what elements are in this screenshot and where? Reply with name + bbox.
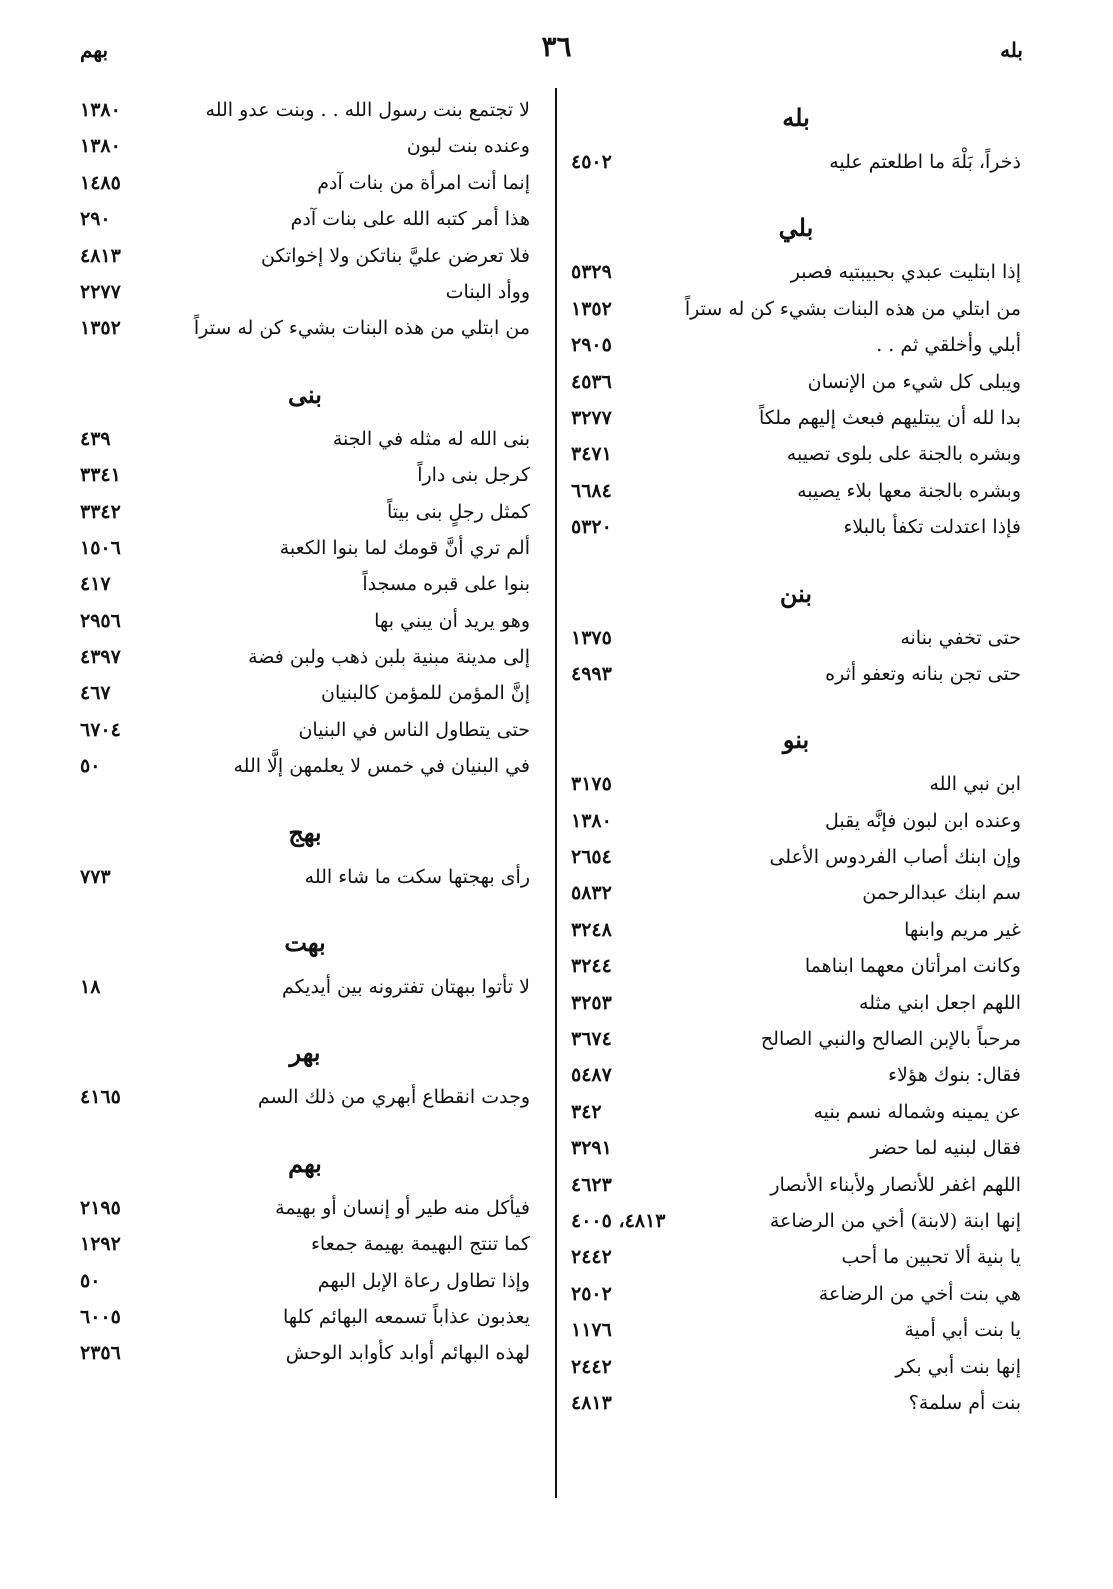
index-entry — [571, 1385, 1021, 1421]
entry-reference-number: ٣٤٢ — [571, 1100, 602, 1123]
index-entry — [80, 639, 530, 675]
index-entry — [571, 1130, 1021, 1166]
index-entry — [80, 859, 530, 895]
root-heading: بهج — [288, 817, 322, 847]
section-gap — [571, 692, 1021, 714]
entry-text: فإذا اعتدلت تكفأ بالبلاء — [843, 516, 1021, 539]
entry-reference-number: ٢٩٥٦ — [80, 609, 121, 632]
section-gap — [571, 180, 1021, 202]
entry-reference-number: ٣٢٩١ — [571, 1137, 612, 1160]
entry-text: من ابتلي من هذه البنات بشيء كن له ستراً — [684, 297, 1021, 320]
entry-reference-number: ٤٥٣٦ — [571, 370, 612, 393]
entry-reference-number: ١٤٨٥ — [80, 171, 121, 194]
entry-text: اللهم اجعل ابني مثله — [859, 991, 1021, 1014]
entry-text: وبشره بالجنة على بلوى تصيبه — [786, 443, 1021, 466]
entry-reference-number: ٦٠٠٥ — [80, 1305, 121, 1328]
index-entry — [571, 436, 1021, 472]
entry-reference-number: ٣٢٤٨ — [571, 918, 612, 941]
entry-reference-number: ٤٨١٣ — [80, 244, 121, 267]
index-entry — [80, 1263, 530, 1299]
entry-reference-number: ٢٩٠ — [80, 208, 111, 231]
index-entry — [571, 400, 1021, 436]
entry-text: وإن ابنك أصاب الفردوس الأعلى — [769, 846, 1021, 869]
entry-reference-number: ٣٣٤٢ — [80, 500, 121, 523]
index-entry — [571, 766, 1021, 802]
entry-reference-number: ٣٢٥٣ — [571, 991, 612, 1014]
entry-text: وهو يريد أن يبني بها — [374, 609, 530, 632]
entry-text: عن يمينه وشماله نسم بنيه — [813, 1100, 1021, 1123]
entry-reference-number: ٦٦٨٤ — [571, 479, 612, 502]
entry-reference-number: ١٣٥٢ — [571, 297, 612, 320]
entry-reference-number: ٢٤٤٢ — [571, 1246, 612, 1269]
header-left-word: بهم — [80, 38, 109, 62]
index-entry — [571, 327, 1021, 363]
index-entry — [571, 144, 1021, 180]
entry-reference-number: ٣٦٧٤ — [571, 1028, 612, 1051]
entry-text: وجدت انقطاع أبهري من ذلك السم — [257, 1086, 530, 1109]
entry-text: ألم تري أنَّ قومك لما بنوا الكعبة — [279, 536, 530, 559]
index-entry — [571, 656, 1021, 692]
index-entry — [80, 274, 530, 310]
index-entry — [80, 1226, 530, 1262]
entry-text: يعذبون عذاباً تسمعه البهائم كلها — [282, 1305, 530, 1328]
entry-reference-number: ٣٤٧١ — [571, 443, 612, 466]
entry-text: مرحباً بالإبن الصالح والنبي الصالح — [760, 1028, 1021, 1051]
index-entry — [80, 201, 530, 237]
index-entry — [571, 1167, 1021, 1203]
index-entry — [80, 92, 530, 128]
entry-reference-number: ١٣٨٠ — [80, 99, 121, 121]
entry-reference-number: ٢١٩٥ — [80, 1196, 121, 1219]
entry-reference-number: ٢٢٧٧ — [80, 280, 121, 303]
entry-reference-number: ٤٩٩٣ — [571, 662, 612, 685]
index-entry — [80, 530, 530, 566]
entry-text: وعنده بنت لبون — [406, 135, 530, 158]
entry-text: فلا تعرضن عليَّ بناتكن ولا إخواتكن — [260, 244, 530, 267]
index-entry — [80, 421, 530, 457]
index-entry — [571, 839, 1021, 875]
column-divider — [555, 88, 557, 1498]
entry-reference-number: ١٨ — [80, 976, 101, 999]
entry-text: كما تنتج البهيمة بهيمة جمعاء — [310, 1233, 530, 1256]
entry-text: هذا أمر كتبه الله على بنات آدم — [290, 208, 530, 231]
entry-reference-number: ٤١٧ — [80, 573, 111, 596]
index-entry — [571, 473, 1021, 509]
index-entry — [571, 948, 1021, 984]
entry-reference-number: ٣٢٤٤ — [571, 955, 612, 978]
entry-reference-number: ١٣٨٠ — [80, 135, 121, 158]
index-entry — [80, 969, 530, 1005]
entry-reference-number: ٤٥٠٢ — [571, 151, 612, 173]
index-entry — [80, 675, 530, 711]
entry-reference-number: ٤٨١٣، ٤٠٠٥ — [571, 1209, 666, 1232]
header-right-word: بله — [1000, 38, 1023, 62]
index-entry — [80, 457, 530, 493]
index-entry — [571, 1057, 1021, 1093]
entry-reference-number: ١٥٠٦ — [80, 536, 121, 559]
entry-reference-number: ٥٤٨٧ — [571, 1064, 612, 1087]
entry-reference-number: ٢٤٤٢ — [571, 1355, 612, 1378]
index-entry — [80, 1190, 530, 1226]
entry-text: إذا ابتليت عبدي بحبيبتيه فصبر — [790, 261, 1021, 284]
entry-text: إنَّ المؤمن للمؤمن كالبنيان — [321, 682, 530, 705]
index-entry — [80, 494, 530, 530]
entry-text: يا بنت أبي أمية — [904, 1319, 1021, 1342]
entry-text: إنها بنت أبي بكر — [895, 1355, 1021, 1378]
entry-reference-number: ٥٠ — [80, 755, 101, 778]
section-gap — [80, 785, 530, 807]
section-gap — [80, 1005, 530, 1027]
entry-text: لا تأتوا ببهتان تفترونه بين أيديكم — [282, 976, 530, 999]
entry-text: لا تجتمع بنت رسول الله . . وبنت عدو الله — [205, 99, 530, 121]
index-entry — [80, 1079, 530, 1115]
root-heading: بله — [782, 103, 810, 132]
page-number: ٣٦ — [541, 30, 572, 63]
entry-text: ابن نبي الله — [929, 773, 1021, 796]
section-gap — [80, 347, 530, 369]
section-gap — [571, 546, 1021, 568]
entry-text: غير مريم وابنها — [904, 918, 1021, 941]
entry-text: وكانت امرأتان معهما ابناهما — [804, 955, 1021, 978]
entry-reference-number: ٥٠ — [80, 1269, 101, 1292]
entry-text: ويبلى كل شيء من الإنسان — [807, 370, 1021, 393]
section-gap — [80, 895, 530, 917]
index-entry — [80, 603, 530, 639]
entry-text: إنما أنت امرأة من بنات آدم — [317, 171, 530, 194]
entry-text: حتى تجن بنانه وتعفو أثره — [825, 662, 1021, 685]
entry-text: وإذا تطاول رعاة الإبل البهم — [317, 1269, 530, 1292]
entry-text: كرجل بنى داراً — [417, 464, 530, 487]
entry-reference-number: ١١٧٦ — [571, 1319, 612, 1342]
entry-reference-number: ١٣٨٠ — [571, 809, 612, 832]
entry-reference-number: ١٣٧٥ — [571, 626, 612, 649]
entry-reference-number: ٤١٦٥ — [80, 1086, 121, 1109]
entry-reference-number: ٢٩٠٥ — [571, 334, 612, 357]
entry-reference-number: ٦٧٠٤ — [80, 718, 121, 741]
entry-reference-number: ٣١٧٥ — [571, 773, 612, 796]
entry-text: فقال: بنوك هؤلاء — [888, 1064, 1021, 1087]
entry-reference-number: ٤٦٢٣ — [571, 1173, 612, 1196]
root-heading: بهر — [289, 1038, 321, 1068]
entry-text: بنى الله له مثله في الجنة — [332, 427, 530, 450]
right-column — [571, 92, 1021, 1421]
index-entry — [571, 875, 1021, 911]
index-entry — [571, 1203, 1021, 1239]
entry-text: رأى بهجتها سكت ما شاء الله — [304, 865, 530, 888]
entry-reference-number: ١٣٥٢ — [80, 317, 121, 340]
entry-text: بنت أم سلمة؟ — [908, 1391, 1021, 1414]
entry-text: إلى مدينة مبنية بلبن ذهب ولبن فضة — [248, 646, 530, 669]
index-entry — [571, 803, 1021, 839]
entry-text: إنها ابنة (لابنة) أخي من الرضاعة — [769, 1209, 1021, 1232]
entry-text: بدا لله أن يبتليهم فبعث إليهم ملكاً — [758, 406, 1021, 429]
index-entry — [571, 1276, 1021, 1312]
index-entry — [571, 1349, 1021, 1385]
index-entry — [571, 291, 1021, 327]
index-entry — [80, 566, 530, 602]
index-entry — [571, 1312, 1021, 1348]
entry-reference-number: ٢٥٠٢ — [571, 1282, 612, 1305]
entry-text: في البنيان في خمس لا يعلمهن إلَّا الله — [233, 755, 530, 778]
root-heading: بنى — [288, 379, 322, 409]
index-entry — [571, 1239, 1021, 1275]
index-entry — [80, 310, 530, 346]
entry-text: كمثل رجلٍ بنى بيتاً — [387, 500, 530, 523]
entry-text: يا بنية ألا تحبين ما أحب — [841, 1246, 1021, 1269]
index-entry — [571, 912, 1021, 948]
index-entry — [571, 985, 1021, 1021]
index-entry — [571, 364, 1021, 400]
entry-text: وبشره بالجنة معها بلاء يصيبه — [797, 479, 1021, 502]
entry-text: حتى تخفي بنانه — [900, 626, 1021, 649]
index-entry — [80, 1335, 530, 1371]
index-entry — [80, 1299, 530, 1335]
root-heading: بنو — [782, 725, 810, 755]
index-entry — [571, 1094, 1021, 1130]
index-entry — [571, 254, 1021, 290]
index-entry — [80, 165, 530, 201]
section-gap — [80, 1116, 530, 1138]
index-entry — [80, 238, 530, 274]
index-entry — [571, 1021, 1021, 1057]
left-column — [80, 92, 530, 1372]
index-entry — [571, 620, 1021, 656]
entry-text: ووأد البنات — [445, 280, 530, 303]
entry-text: بنوا على قبره مسجداً — [362, 573, 530, 596]
index-entry — [80, 712, 530, 748]
entry-text: وعنده ابن لبون فإنَّه يقبل — [824, 809, 1021, 832]
entry-reference-number: ٥٣٢٩ — [571, 261, 612, 284]
entry-text: سم ابنك عبدالرحمن — [862, 882, 1021, 905]
entry-reference-number: ٢٦٥٤ — [571, 846, 612, 869]
root-heading: بنن — [779, 578, 813, 608]
entry-text: فقال لبنيه لما حضر — [870, 1137, 1021, 1160]
entry-text: فيأكل منه طير أو إنسان أو بهيمة — [275, 1196, 530, 1219]
index-entry — [80, 128, 530, 164]
index-entry — [80, 748, 530, 784]
entry-reference-number: ١٢٩٢ — [80, 1233, 121, 1256]
entry-text: ذخراً، بَلْهَ ما اطلعتم عليه — [829, 151, 1021, 173]
entry-reference-number: ٥٨٣٢ — [571, 882, 612, 905]
entry-text: أبلي وأخلقي ثم . . — [876, 334, 1021, 357]
entry-text: لهذه البهائم أوابد كأوابد الوحش — [285, 1342, 530, 1365]
entry-reference-number: ٣٣٤١ — [80, 464, 121, 487]
root-heading: بهم — [288, 1148, 322, 1178]
entry-text: من ابتلي من هذه البنات بشيء كن له ستراً — [193, 317, 530, 340]
entry-text: اللهم اغفر للأنصار ولأبناء الأنصار — [770, 1173, 1021, 1196]
entry-reference-number: ٤٨١٣ — [571, 1391, 612, 1414]
entry-reference-number: ٧٧٣ — [80, 865, 111, 888]
entry-reference-number: ٢٣٥٦ — [80, 1342, 121, 1365]
entry-reference-number: ٤٣٩ — [80, 427, 111, 450]
entry-reference-number: ٣٢٧٧ — [571, 406, 612, 429]
entry-text: حتى يتطاول الناس في البنيان — [298, 718, 530, 741]
root-heading: بلي — [778, 213, 814, 243]
index-entry — [571, 509, 1021, 545]
entry-reference-number: ٤٣٩٧ — [80, 646, 121, 669]
root-heading: بهت — [284, 928, 326, 958]
entry-text: هي بنت أخي من الرضاعة — [818, 1282, 1021, 1305]
entry-reference-number: ٥٣٢٠ — [571, 516, 612, 539]
entry-reference-number: ٤٦٧ — [80, 682, 111, 705]
